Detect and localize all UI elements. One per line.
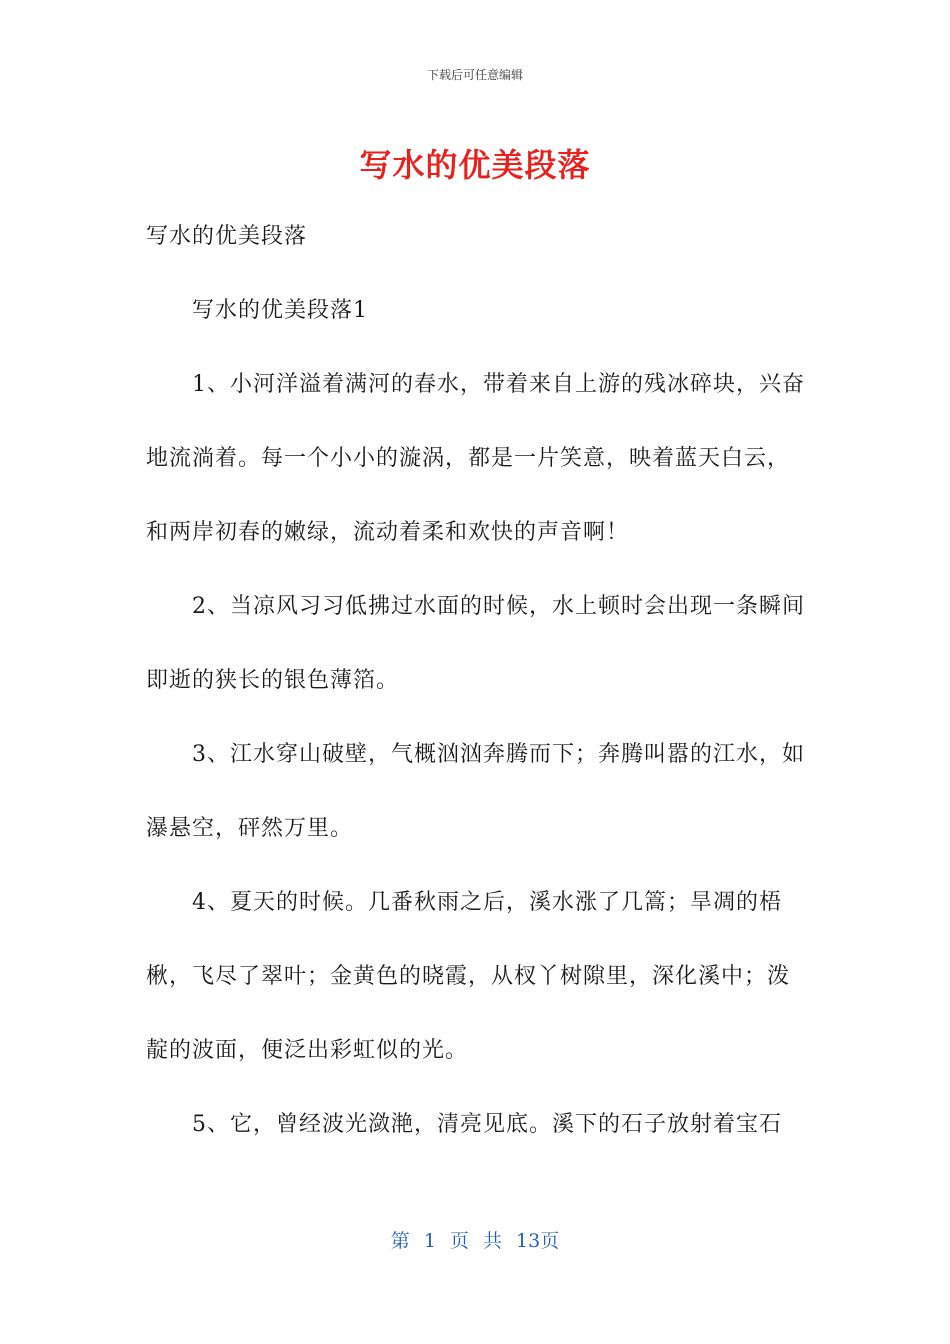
paragraph-1: 1、小河洋溢着满河的春水，带着来自上游的残冰碎块，兴奋地流淌着。每一个小小的漩涡，都是一片笑意，映着蓝天白云，和两岸初春的嫩绿，流动着柔和欢快的声音啊！ [146,372,805,545]
paragraph-4: 4、夏天的时候。几番秋雨之后，溪水涨了几篙；旱凋的梧楸，飞尽了翠叶；金黄色的晓霞，从杈丫树隙里，深化溪中；泼靛的波面，便泛出彩虹似的光。 [146,890,791,1063]
document-subtitle: 写水的优美段落 [146,224,308,249]
section-heading: 写水的优美段落1 [192,298,368,323]
paragraph-2: 2、当凉风习习低拂过水面的时候，水上顿时会出现一条瞬间即逝的狭长的银色薄箔。 [146,594,805,693]
document-title: 写水的优美段落 [359,146,591,184]
paragraph-3: 3、江水穿山破壁，气概汹汹奔腾而下；奔腾叫嚣的江水，如瀑悬空，砰然万里。 [146,742,805,841]
document-body [146,200,806,1162]
page-header-note: 下载后可任意编辑 [426,68,523,82]
page-number-footer: 第 1 页 共 13页 [390,1230,560,1252]
paragraph-5: 5、它，曾经波光潋滟，清亮见底。溪下的石子放射着宝石 [192,1112,782,1137]
